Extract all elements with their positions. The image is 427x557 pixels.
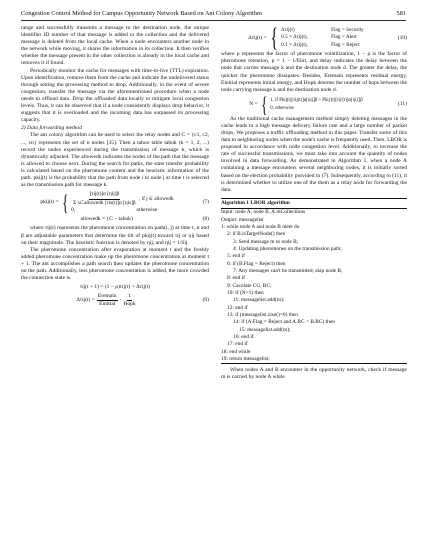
algorithm-line: 7: Any messages can't be transmitted, skip node B;	[233, 267, 343, 274]
eq9-den2: Hopk	[123, 301, 136, 308]
algorithm-line: 1: while node A and node B meet do	[221, 223, 300, 230]
algorithm-box	[221, 198, 407, 365]
eq10-number: (10)	[397, 34, 407, 41]
eq7-num: [τij(t)]α [ηij]β	[89, 191, 121, 199]
paragraph: where ρ represents the factor of pheromone volatilization, 1 − ρ is the factor of pheromone retention, ρ = 1 − 1/Ebit, and delay indicates the delay between the node that carries message k and the destination node d. The greater the delay, the quicker the pheromone dissipates. Besides, Eremain represents residual energy, Einitial represents initial energy, and Hopk denotes the number of hops between the node carrying message k and the destination node d.	[221, 51, 407, 93]
eq11-case1-val: 1,	[270, 98, 274, 104]
algorithm-title: Algorithm 1 LBOR algorithm	[221, 199, 407, 209]
algorithm-line: 8: end if	[227, 275, 245, 282]
eq11-lhs: N =	[249, 101, 258, 108]
eq11-brace: {	[260, 91, 268, 117]
algorithm-line: 6: if (B.Flag = Reject) then	[227, 260, 286, 267]
equation-7	[21, 191, 209, 214]
equation-10	[221, 23, 407, 53]
algorithm-line: 13: if (messagelist.zise()=0) then	[227, 311, 299, 318]
algorithm-line: Input: node A, node B, A.mCollections	[221, 209, 306, 216]
eq10-case-value: Δτij(t)	[281, 27, 295, 33]
left-column	[21, 25, 209, 311]
eq9-num1: Eremain	[97, 293, 118, 301]
equation-update	[21, 284, 209, 291]
running-header	[21, 10, 406, 17]
eq10-case-cond: Flag = Alert	[331, 34, 357, 41]
algorithm-lines	[221, 209, 407, 363]
eq11-case1-cond: if Pkij(t)[τij(t)]α[ηij]β > Pkij'(t)[τij'(t)]α[ηij']β	[275, 98, 363, 104]
eq7-cond2: otherwise	[136, 206, 158, 213]
eq10-case-cond: Flag = Security	[331, 27, 364, 33]
subsection-heading: 2) Data forwarding method	[21, 125, 82, 132]
eq7-number: (7)	[202, 199, 209, 206]
eq9-mid: ·	[119, 297, 122, 304]
algorithm-line: 3: Send message m to node B;	[233, 238, 299, 245]
paragraph: As the traditional cache management method simply deleting messages in the cache leads to a high message delivery failure rate and a large number of packet drops, We proposes a traffic offloading method in this paper. Transfer some of this data to neighboring nodes when the node's cache is frequently used. Then, LBOR is proposed in accordance with node congestion level. Additionally, to increase the rate of successful transmissions, we must take into account the quantity of nodes involved in data forwarding. As demonstrated in Algorithm 1, when a node A containing a message encounters several neighboring nodes, it is initially sorted based on the election probability provided in (7). Subsequently, according to (11), it is determined whether to utilize one of the them as a relay node for forwarding the data.	[221, 115, 407, 193]
paragraph: range and successfully transmits a message to the destination node, the unique identifier ID number of that message is added to the collection and the delivered message is deleted from the local cache. When a node encounters another node in the network while moving, it shares the information in its collection. It then verifies whether the message present in the other collection is already in the local cache and removes it if found.	[21, 25, 209, 67]
eq10-case-cond: Flag = Reject	[331, 41, 360, 48]
eq-update-text: τij(t + 1) = (1 − ρ)τij(t) + Δτij(t)	[79, 284, 151, 291]
algorithm-line: 16: end if	[233, 334, 254, 340]
paragraph: The ant colony algorithm can be used to select the relay nodes and C = {c1, c2, ..., cn} represents the set of n nodes [35]. Then a taboo table tabuk (k = 1, 2, ...) record the nodes experienced during the transmission of message k, which is dynamically adjusted. The allowedk indicates the nodes of the path that the message is allowed to choose next. During the search for paths, the state transfer probability is calculated based on the pheromone content and the heuristic information of the path. pkij(t) is the probability that the path from node i to node j at time t is selected as the transmission path for message k.	[21, 132, 209, 189]
paragraph: The pheromone concentration after evaporation at moment t and the freshly added pheromone concentration make up the pheromone concentration at moment t + 1. The ant accomplishes a path search then updates the pheromone concentration on the path. Additionally, less pheromone concentration is added, the more crowded the connection state is.	[21, 246, 209, 282]
algorithm-line: 4: Updating pheromones on the transmission path;	[233, 245, 342, 252]
page-number: 581	[396, 10, 406, 17]
algorithm-line: Output: messagelist	[221, 216, 264, 223]
eq8-number: (8)	[202, 216, 209, 223]
eq7-den: Σ s⊂allowedk [τis(t)]α [ηis]β	[73, 199, 136, 206]
header-title: Congestion Control Method for Campus Opportunity Network Based on Ant Colony Algorithm	[21, 10, 262, 17]
paragraph: where τij(t) represents the pheromone concentration on path(i, j) at time t, α and β are adjustable parameters that determine the tilt of pkij(t) toward τij or ηij based on their magnitude. The heuristic function is denoted by ηij, and ηij = 1/Sij.	[21, 225, 209, 246]
eq9-number: (9)	[202, 297, 209, 304]
equation-9	[21, 293, 209, 308]
header-rule	[21, 20, 406, 21]
eq9-num2: 1	[127, 293, 132, 301]
algorithm-line: 11: messagelist.add(m);	[233, 297, 285, 304]
eq10-case-value: 0.1 × Δτij(t),	[281, 41, 308, 48]
algorithm-line: 5: end if	[227, 253, 245, 260]
eq9-den1: Einitial	[99, 301, 116, 308]
algorithm-line: 2: if B.isTargetNode() then	[227, 231, 286, 238]
algorithm-line: 17: end if	[227, 341, 248, 348]
eq11-case2-cond: otherwise	[275, 105, 294, 111]
algorithm-line: 18: end while	[221, 348, 251, 355]
equation-11	[221, 91, 407, 117]
eq7-lhs: pkij(t) =	[40, 199, 59, 206]
eq9-lhs: Δτij(t) =	[76, 297, 95, 304]
eq7-brace: {	[61, 189, 69, 215]
algorithm-line: 19: return messagelist;	[221, 356, 270, 363]
algorithm-line: 14: if (A.Flag = Reject and A.RC < B.RC) then	[233, 319, 335, 326]
paragraph: Periodically monitor the cache for messages with time-to-live (TTL) expiration. Upon identification, remove them from the cache and indicate the undelivered status through setting the processing method to drop. Additionally, in the event of severe congestion, transfer the message via the aforementioned procedure when a node needs to offload data. Drop the offloaded data locally to mitigate local congestion levels. Thus, it can be observed that if a node consistently displays drop behavior, it suggests that it is overloaded and the incoming data has surpassed its processing capacity.	[21, 67, 209, 124]
eq7-case2: 0,	[71, 206, 76, 213]
eq11-case2-val: 0,	[270, 105, 274, 111]
algorithm-line: 10: if (N=1) then	[227, 289, 264, 296]
eq7-cond1: , if j ∈ allowedk	[138, 196, 174, 203]
eq10-case-value: 0.5 × Δτij(t),	[281, 34, 308, 41]
equation-8	[21, 216, 209, 223]
algorithm-line: 15: messagelist.add(m);	[239, 326, 291, 333]
algorithm-line: 9: Caculate CG, RC;	[227, 282, 272, 289]
eq10-brace: {	[270, 23, 278, 53]
eq8-text: allowedk = {C − tabuk}	[80, 216, 134, 223]
eq10-lhs: Δτij(t) =	[248, 34, 267, 41]
paragraph: When nodes A and B encounter in the opportunity network, check if message m is carried by node A while	[221, 367, 407, 381]
right-column	[221, 25, 407, 382]
eq11-number: (11)	[398, 101, 407, 108]
algorithm-line: 12: end if	[227, 304, 248, 311]
